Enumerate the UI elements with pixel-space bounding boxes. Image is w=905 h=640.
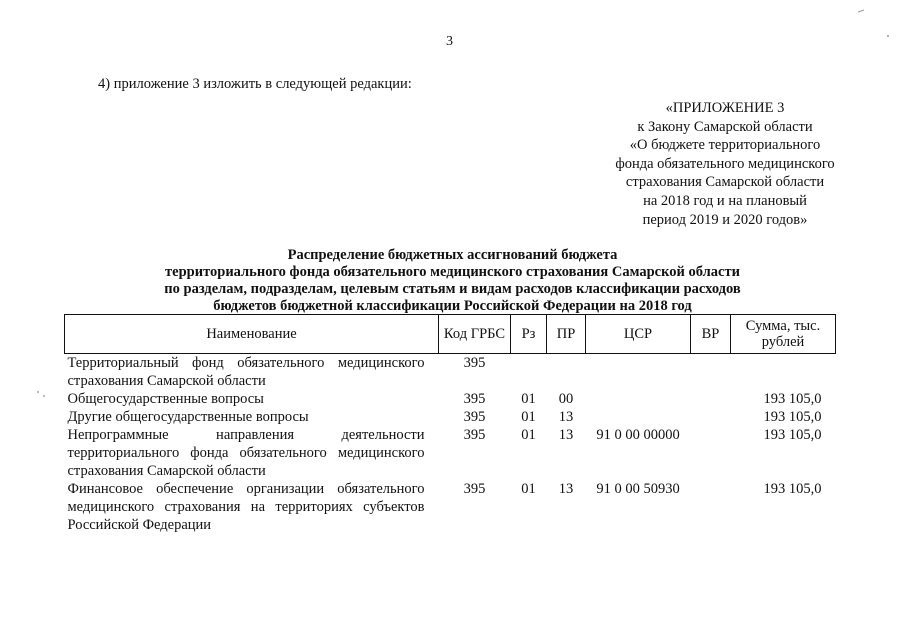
appendix-header-line: фонда обязательного медицинского: [615, 155, 835, 172]
cell-name: Непрограммные направления деятельности территориального фонда обязательного медицинского страхования Самарской области: [67, 427, 425, 479]
cell-pr: 13: [558, 427, 574, 443]
cell-sum: 193 105,0: [763, 409, 822, 425]
cell-grbs: 395: [463, 409, 486, 425]
header-vr: ВР: [691, 315, 731, 354]
cell-rz: 01: [521, 427, 536, 443]
cell-sum: 193 105,0: [763, 427, 822, 443]
page-number: 3: [446, 34, 453, 49]
header-sum: Сумма, тыс. рублей: [731, 315, 836, 354]
cell-csr: [586, 408, 691, 426]
table-header-row: [65, 315, 836, 354]
scan-speck-mark: [37, 391, 39, 393]
cell-grbs: 395: [463, 355, 486, 371]
cell-name: Территориальный фонд обязательного медицинского страхования Самарской области: [67, 355, 425, 389]
cell-sum: 193 105,0: [763, 391, 822, 407]
title-line: Распределение бюджетных ассигнований бюджета: [287, 247, 618, 263]
cell-pr: 13: [558, 409, 574, 425]
cell-sum: [731, 354, 836, 391]
scan-speck-mark: [887, 35, 889, 37]
cell-rz: [511, 354, 547, 391]
cell-name: Общегосударственные вопросы: [67, 391, 264, 407]
cell-csr: 91 0 00 00000: [596, 427, 680, 443]
document-title: [60, 247, 845, 315]
cell-name: Финансовое обеспечение организации обязательного медицинского страхования на территориях субъектов Российской Федерации: [67, 481, 425, 533]
cell-pr: 00: [558, 391, 574, 407]
title-line: по разделам, подразделам, целевым статьям и видам расходов классификации расходов: [164, 281, 741, 297]
scan-speck-mark: [43, 395, 45, 397]
cell-vr: [691, 354, 731, 391]
cell-pr: [547, 354, 586, 391]
budget-allocation-table: [64, 314, 836, 534]
header-pr: ПР: [547, 315, 586, 354]
header-rz: Рз: [511, 315, 547, 354]
table-row: [65, 426, 836, 480]
cell-vr: [691, 480, 731, 534]
cell-vr: [691, 408, 731, 426]
cell-rz: 01: [521, 409, 536, 425]
title-line: бюджетов бюджетной классификации Российской Федерации на 2018 год: [213, 298, 692, 314]
table-row: [65, 480, 836, 534]
appendix-header-line: страхования Самарской области: [625, 174, 825, 191]
cell-vr: [691, 426, 731, 480]
cell-pr: 13: [558, 481, 574, 497]
appendix-header-line: на 2018 год и на плановый: [643, 192, 807, 209]
title-line: территориального фонда обязательного медицинского страхования Самарской области: [165, 264, 740, 280]
appendix-header-line: к Закону Самарской области: [637, 118, 813, 135]
cell-rz: 01: [521, 481, 536, 497]
appendix-header-line: «ПРИЛОЖЕНИЕ 3: [665, 100, 785, 116]
cell-vr: [691, 390, 731, 408]
header-grbs: Код ГРБС: [439, 315, 511, 354]
cell-csr: 91 0 00 50930: [596, 481, 680, 497]
appendix-header: [575, 99, 875, 229]
table-row: [65, 408, 836, 426]
cell-rz: 01: [521, 391, 536, 407]
table-row: [65, 354, 836, 391]
header-name: Наименование: [65, 315, 439, 354]
appendix-header-line: период 2019 и 2020 годов»: [642, 211, 808, 228]
table-row: [65, 390, 836, 408]
amendment-instruction: 4) приложение 3 изложить в следующей редакции:: [98, 76, 412, 92]
cell-csr: [586, 354, 691, 391]
cell-name: Другие общегосударственные вопросы: [67, 409, 309, 425]
header-csr: ЦСР: [586, 315, 691, 354]
cell-grbs: 395: [463, 427, 486, 443]
cell-sum: 193 105,0: [763, 481, 822, 497]
cell-grbs: 395: [463, 481, 486, 497]
scan-speck-mark: [858, 10, 864, 12]
appendix-header-line: «О бюджете территориального: [629, 137, 821, 154]
cell-grbs: 395: [463, 391, 486, 407]
cell-csr: [586, 390, 691, 408]
